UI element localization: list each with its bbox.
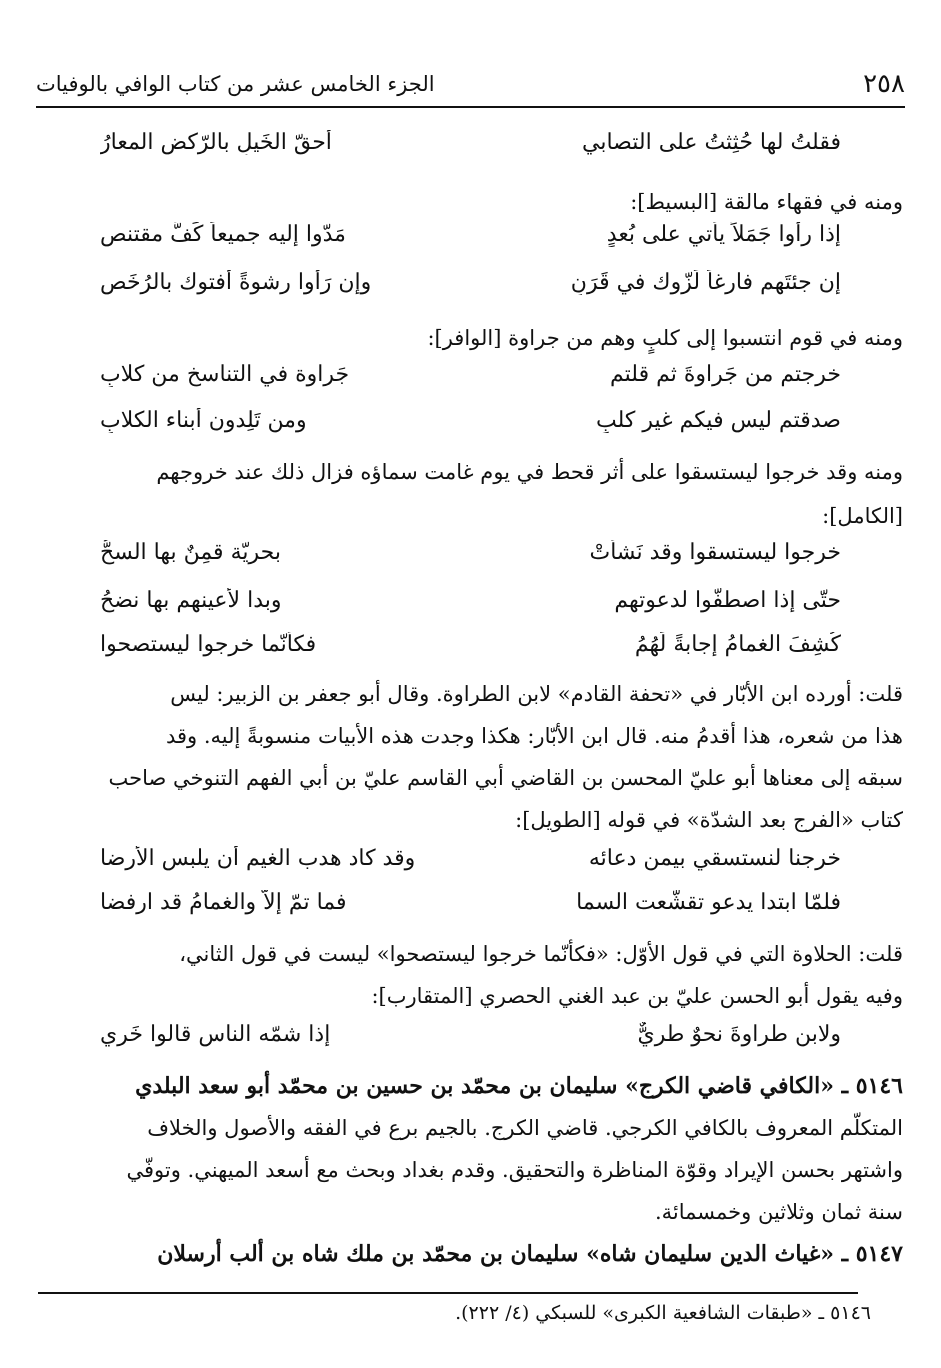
prose-line: واشتهر بحسن الإيراد وقوّة المناظرة والتحقيق. وقدم بغداد وبحث مع أسعد الميهني. وتوفّي <box>126 1158 903 1182</box>
verse-line <box>60 362 901 412</box>
footnote-divider <box>38 1292 858 1294</box>
verse-hemistich-first: حتّى إذا اصطفّوا لدعوتهم <box>614 588 841 613</box>
prose-line: ومنه في قوم انتسبوا إلى كلبٍ وهم من جراوة [الوافر]: <box>427 326 903 350</box>
verse-line <box>60 846 901 896</box>
verse-hemistich-first: فلمّا ابتدا يدعو تقشّعت السما <box>576 890 841 915</box>
verse-hemistich-first: ولابنِ طراوةَ نحوٌ طريٌّ <box>637 1022 841 1047</box>
prose-line: قلت: الحلاوة التي في قول الأوّل: «فكأنّما خرجوا ليستصحوا» ليست في قول الثاني، <box>179 942 903 966</box>
verse-hemistich-second: وبدا لأعينهم بها نضحُ <box>100 588 282 613</box>
verse-hemistich-second: فما تمّ إلاّ والغمامُ قد ارفضا <box>100 890 347 915</box>
footnote: ٥١٤٦ ـ «طبقات الشافعية الكبرى» للسبكي (٤/ ٢٢٢). <box>455 1302 871 1324</box>
verse-hemistich-first: كُشِفَ الغمامُ إجابةً لَهُمُ <box>634 632 841 657</box>
verse-hemistich-first: خرجوا ليستسقوا وقد نَشأتْ <box>589 540 841 565</box>
verse-line <box>60 130 901 180</box>
verse-hemistich-second: وقد كاد هدب الغيم أن يلبس الأرضا <box>100 846 416 871</box>
verse-hemistich-first: صدقتم ليس فيكم غير كلبٍ <box>596 408 841 433</box>
header-title: الجزء الخامس عشر من كتاب الوافي بالوفيات <box>36 72 435 96</box>
prose-line: المتكلّم المعروف بالكافي الكرجي. قاضي الكرج. بالجيم برع في الفقه والأصول والخلاف <box>147 1116 903 1140</box>
prose-line: ومنه في فقهاء مالقة [البسيط]: <box>630 190 903 214</box>
verse-hemistich-second: إذا شمّه الناس قالوا خَري <box>100 1022 331 1047</box>
verse-hemistich-second: ومن تَلِدون أبناء الكلابِ <box>100 408 307 433</box>
entry-heading-5147: ٥١٤٧ ـ «غياث الدين سليمان شاه» سليمان بن محمّد بن ملك شاه بن ألب أرسلان <box>157 1241 903 1267</box>
prose-line: [الكامل]: <box>822 504 903 528</box>
verse-line <box>60 270 901 320</box>
verse-hemistich-first: إذا رأوا جَمَلاً يأتي على بُعدٍ <box>606 222 841 247</box>
verse-hemistich-first: خرجتم من جَراوةَ ثم قلتم <box>610 362 841 387</box>
verse-hemistich-second: بحريّة قمِنٌ بها السحُّ <box>100 540 281 565</box>
verse-hemistich-first: فقلتُ لها حُثِثتُ على التصابي <box>582 130 841 155</box>
verse-line <box>60 540 901 590</box>
page-number: ٢٥٨ <box>863 69 905 99</box>
verse-hemistich-second: وإن رَأوا رشوةً أفتوك بالرُخَصِ <box>100 270 372 295</box>
verse-hemistich-second: مَدّوا إليه جميعاً كَفَّ مقتنصِ <box>100 222 346 247</box>
verse-hemistich-second: فكأنّما خرجوا ليستصحوا <box>100 632 317 657</box>
prose-line: هذا من شعره، هذا أقدمُ منه. قال ابن الأبّار: هكذا وجدت هذه الأبيات منسوبةً إليه. وقد <box>165 724 903 748</box>
prose-line: قلت: أورده ابن الأبّار في «تحفة القادم» لابن الطراوة. وقال أبو جعفر بن الزبير: ليس <box>170 682 903 706</box>
verse-line <box>60 588 901 638</box>
verse-hemistich-first: إن جئتَهم فارغاً لَزّوك في قَرَنٍ <box>570 270 841 295</box>
prose-line: وفيه يقول أبو الحسن عليّ بن عبد الغني الحصري [المتقارب]: <box>371 984 903 1008</box>
verse-hemistich-second: أحقّ الخَيلِ بالرّكض المعارُ <box>100 130 332 155</box>
prose-line: سبقه إلى معناها أبو عليّ المحسن بن القاضي أبي القاسم عليّ بن أبي الفهم التنوخي صاحب <box>108 766 903 790</box>
verse-hemistich-second: جَراوة في التناسخ من كلابِ <box>100 362 350 387</box>
prose-line: سنة ثمان وثلاثين وخمسمائة. <box>654 1200 903 1224</box>
verse-hemistich-first: خرجنا لنستسقي بيمن دعائه <box>588 846 841 871</box>
running-header <box>36 62 905 108</box>
prose-line: ومنه وقد خرجوا ليستسقوا على أثر قحط في يوم غامت سماؤه فزال ذلك عند خروجهم <box>156 460 903 484</box>
verse-line <box>60 222 901 272</box>
entry-heading-5146: ٥١٤٦ ـ «الكافي قاضي الكرج» سليمان بن محمّد بن حسين بن محمّد أبو سعد البلدي <box>135 1073 903 1099</box>
prose-line: كتاب «الفرج بعد الشدّة» في قوله [الطويل]: <box>515 808 903 832</box>
